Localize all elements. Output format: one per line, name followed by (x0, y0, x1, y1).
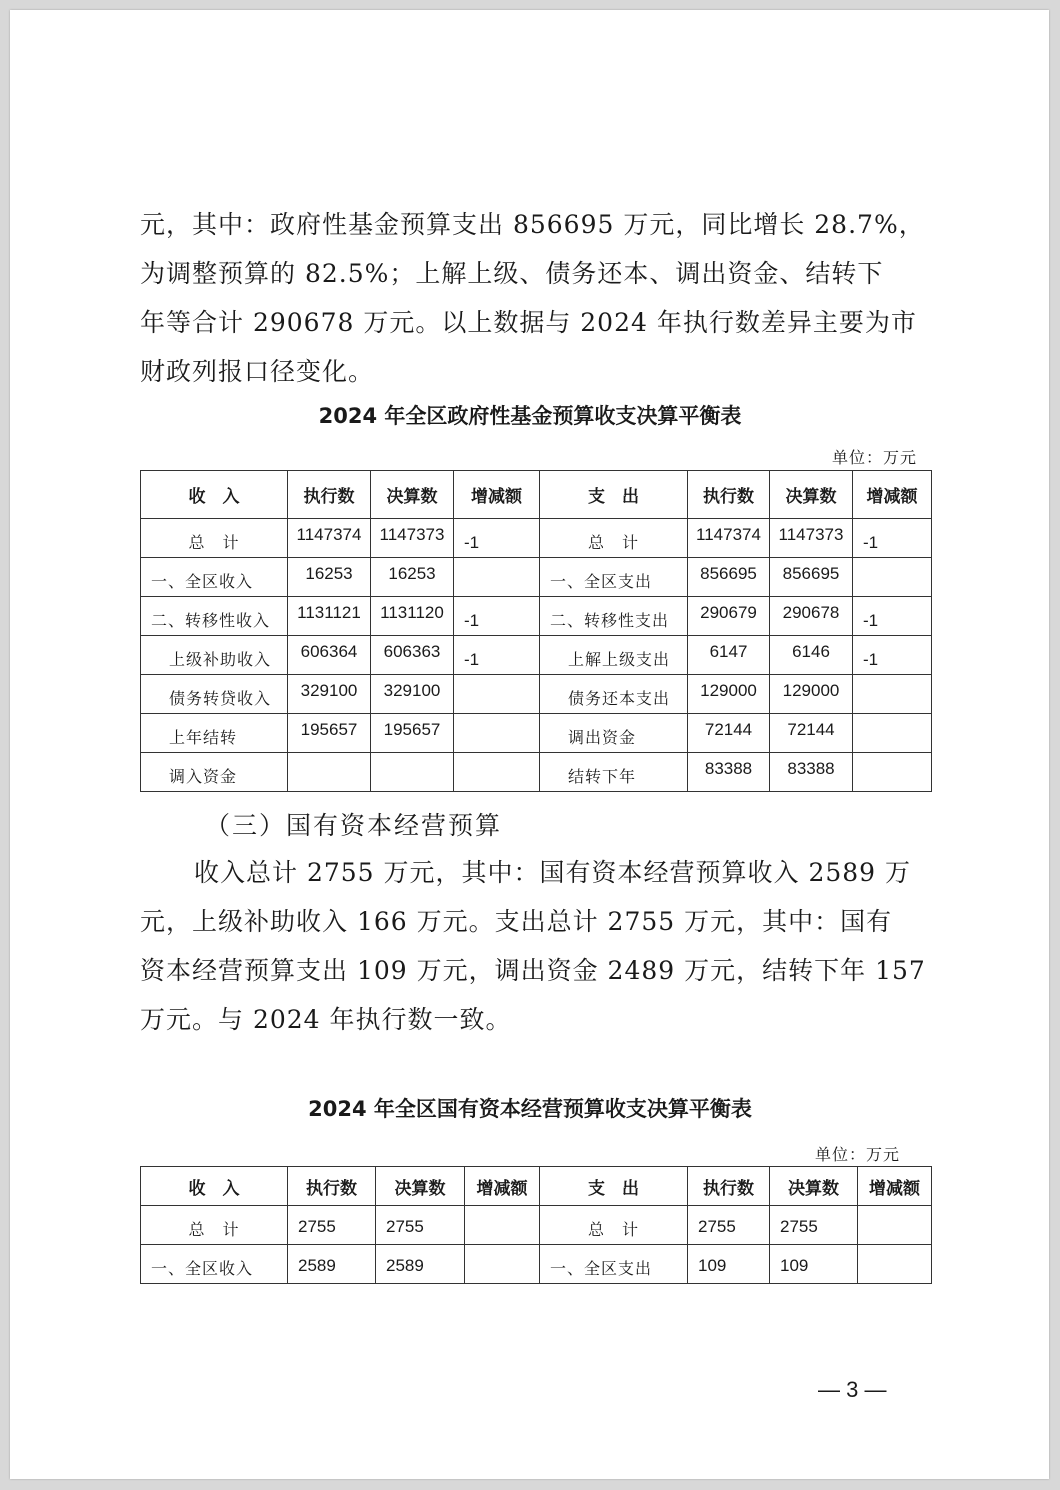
header-income: 收 入 (141, 1167, 288, 1206)
row-label: 总 计 (141, 1206, 288, 1245)
cell-value: 83388 (688, 753, 770, 792)
cell-value: 1147374 (288, 519, 371, 558)
page-number: — 3 — (818, 1377, 887, 1402)
cell-change (454, 714, 540, 753)
cell-change: -1 (853, 519, 932, 558)
row-label: 总 计 (540, 519, 688, 558)
cell-value: 290678 (770, 597, 853, 636)
header-final: 决算数 (376, 1167, 465, 1206)
cell-value: 195657 (371, 714, 454, 753)
cell-value: 195657 (288, 714, 371, 753)
table-header-row (141, 471, 932, 519)
cell-change: -1 (853, 636, 932, 675)
cell-value: 72144 (688, 714, 770, 753)
text-line: 收入总计 2755 万元，其中：国有资本经营预算收入 2589 万 (194, 858, 912, 887)
cell-value (371, 753, 454, 792)
cell-value (288, 753, 371, 792)
table-header-row (141, 1167, 932, 1206)
cell-value: 6146 (770, 636, 853, 675)
cell-change: -1 (853, 597, 932, 636)
cell-value: 2755 (688, 1206, 770, 1245)
row-label: 一、全区收入 (141, 1245, 288, 1284)
cell-value: 129000 (688, 675, 770, 714)
row-label: 结转下年 (540, 753, 688, 792)
row-label: 二、转移性支出 (540, 597, 688, 636)
text-line: 为调整预算的 82.5%；上解上级、债务还本、调出资金、结转下 (140, 259, 884, 288)
row-label: 上年结转 (141, 714, 288, 753)
cell-change (858, 1245, 932, 1284)
cell-value: 16253 (288, 558, 371, 597)
header-change: 增减额 (853, 471, 932, 519)
cell-change (853, 753, 932, 792)
cell-change: -1 (454, 519, 540, 558)
cell-value: 1131121 (288, 597, 371, 636)
table-row (141, 558, 932, 597)
cell-value: 856695 (688, 558, 770, 597)
cell-change: -1 (454, 636, 540, 675)
cell-value: 329100 (371, 675, 454, 714)
cell-value: 72144 (770, 714, 853, 753)
cell-value: 606364 (288, 636, 371, 675)
cell-change (853, 558, 932, 597)
cell-change (858, 1206, 932, 1245)
cell-value: 109 (688, 1245, 770, 1284)
cell-change (454, 558, 540, 597)
row-label: 上级补助收入 (141, 636, 288, 675)
cell-value: 2755 (376, 1206, 465, 1245)
government-fund-balance-table (140, 470, 932, 792)
header-expenditure: 支 出 (540, 471, 688, 519)
table-row (141, 597, 932, 636)
table-row (141, 675, 932, 714)
row-label: 调出资金 (540, 714, 688, 753)
cell-value: 2589 (288, 1245, 376, 1284)
header-income: 收 入 (141, 471, 288, 519)
table-row (141, 753, 932, 792)
table2-title: 2024 年全区国有资本经营预算收支决算平衡表 (308, 1097, 752, 1121)
cell-change (454, 753, 540, 792)
cell-change (465, 1245, 540, 1284)
cell-value: 129000 (770, 675, 853, 714)
header-executed: 执行数 (688, 471, 770, 519)
state-capital-balance-table (140, 1166, 932, 1284)
table1-title: 2024 年全区政府性基金预算收支决算平衡表 (318, 404, 742, 428)
section-heading: （三）国有资本经营预算 (205, 811, 503, 840)
cell-value: 2755 (770, 1206, 858, 1245)
row-label: 一、全区收入 (141, 558, 288, 597)
cell-value: 2755 (288, 1206, 376, 1245)
paragraph-state-capital-summary (140, 848, 926, 1044)
cell-change (853, 714, 932, 753)
header-change: 增减额 (454, 471, 540, 519)
text-line: 元，上级补助收入 166 万元。支出总计 2755 万元，其中：国有 (140, 907, 893, 936)
row-label: 债务还本支出 (540, 675, 688, 714)
header-executed: 执行数 (688, 1167, 770, 1206)
header-final: 决算数 (770, 1167, 858, 1206)
row-label: 上解上级支出 (540, 636, 688, 675)
cell-value: 1131120 (371, 597, 454, 636)
cell-value: 856695 (770, 558, 853, 597)
table2-unit: 单位：万元 (815, 1145, 901, 1164)
text-line: 元，其中：政府性基金预算支出 856695 万元，同比增长 28.7%， (140, 210, 925, 239)
row-label: 总 计 (141, 519, 288, 558)
header-final: 决算数 (371, 471, 454, 519)
header-executed: 执行数 (288, 1167, 376, 1206)
table-row (141, 1245, 932, 1284)
cell-value: 16253 (371, 558, 454, 597)
header-executed: 执行数 (288, 471, 371, 519)
table-row (141, 636, 932, 675)
cell-value: 1147373 (770, 519, 853, 558)
header-change: 增减额 (465, 1167, 540, 1206)
text-line: 年等合计 290678 万元。以上数据与 2024 年执行数差异主要为市 (140, 308, 917, 337)
header-final: 决算数 (770, 471, 853, 519)
table1-unit: 单位：万元 (832, 448, 918, 467)
cell-value: 290679 (688, 597, 770, 636)
row-label: 调入资金 (141, 753, 288, 792)
header-change: 增减额 (858, 1167, 932, 1206)
cell-change: -1 (454, 597, 540, 636)
cell-value: 2589 (376, 1245, 465, 1284)
text-line: 财政列报口径变化。 (140, 357, 375, 386)
cell-value: 1147374 (688, 519, 770, 558)
row-label: 总 计 (540, 1206, 688, 1245)
header-expenditure: 支 出 (540, 1167, 688, 1206)
table-row (141, 1206, 932, 1245)
cell-change (465, 1206, 540, 1245)
cell-value: 1147373 (371, 519, 454, 558)
cell-value: 83388 (770, 753, 853, 792)
cell-value: 606363 (371, 636, 454, 675)
cell-change (853, 675, 932, 714)
table-row (141, 519, 932, 558)
row-label: 二、转移性收入 (141, 597, 288, 636)
row-label: 债务转贷收入 (141, 675, 288, 714)
text-line: 万元。与 2024 年执行数一致。 (140, 1005, 512, 1034)
cell-value: 6147 (688, 636, 770, 675)
paragraph-government-fund-summary (140, 200, 925, 396)
cell-value: 109 (770, 1245, 858, 1284)
text-line: 资本经营预算支出 109 万元，调出资金 2489 万元，结转下年 157 (140, 956, 926, 985)
cell-change (454, 675, 540, 714)
row-label: 一、全区支出 (540, 558, 688, 597)
cell-value: 329100 (288, 675, 371, 714)
table-row (141, 714, 932, 753)
row-label: 一、全区支出 (540, 1245, 688, 1284)
